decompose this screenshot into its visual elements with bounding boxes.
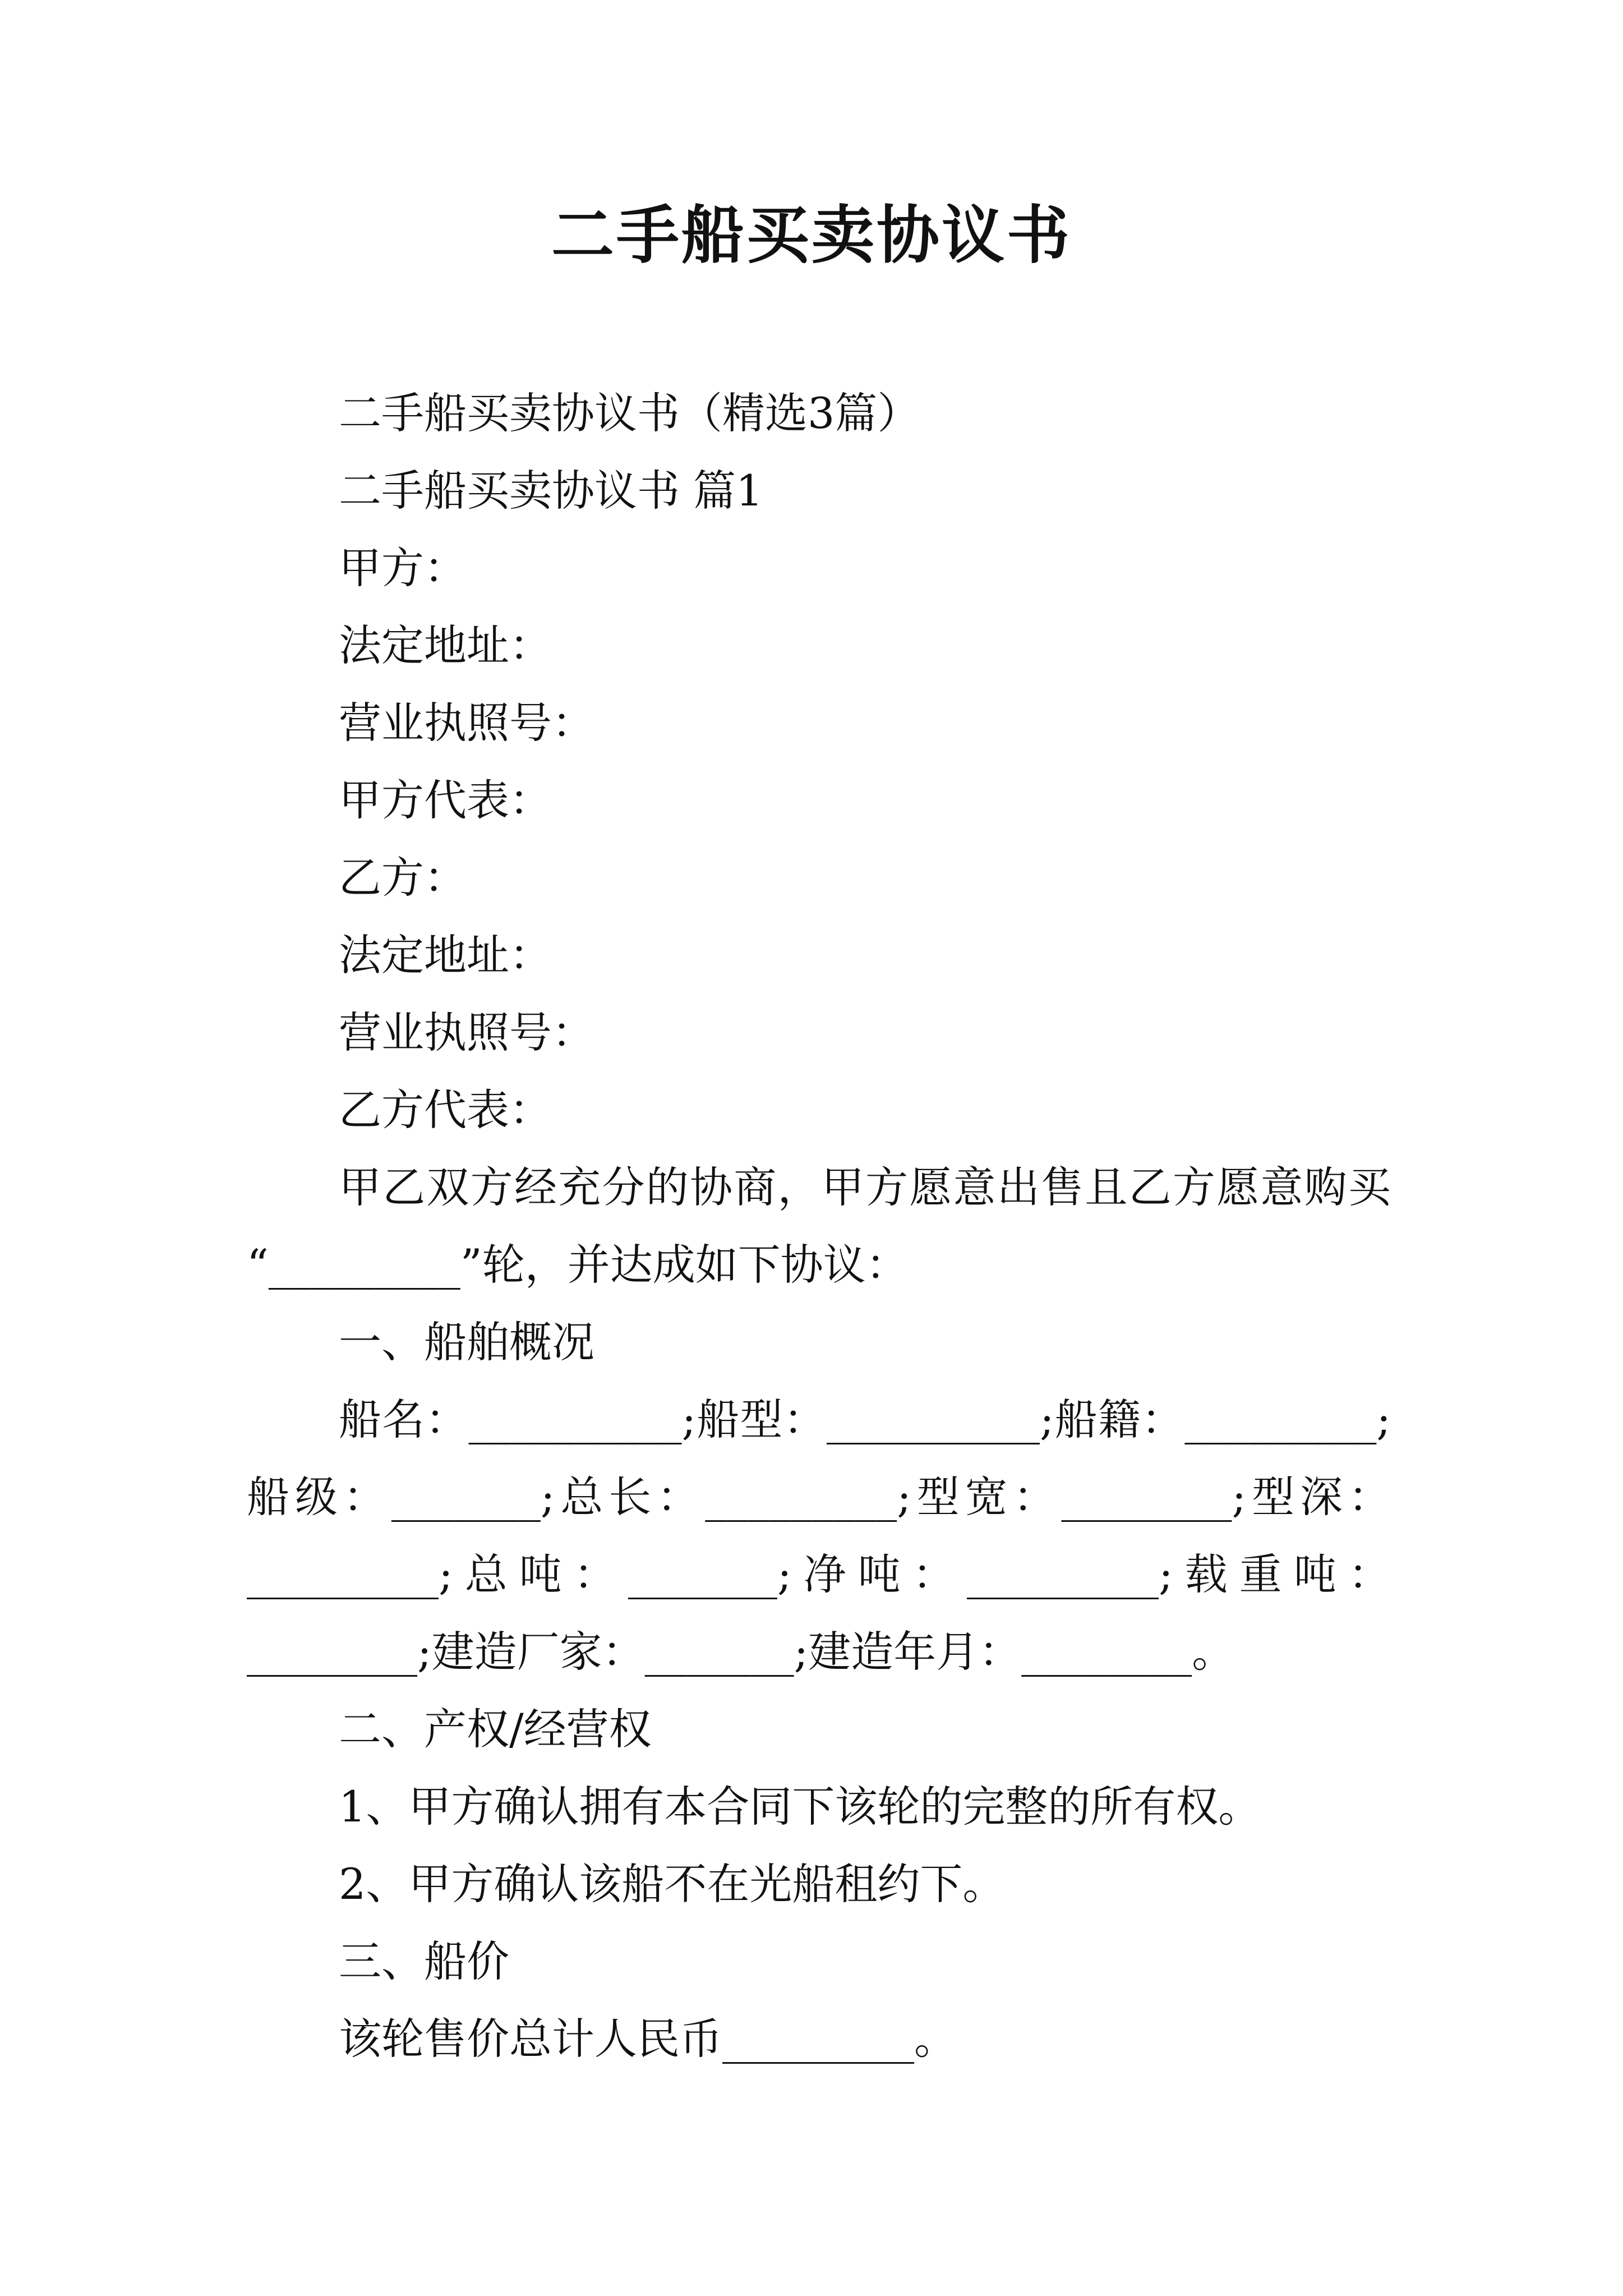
party-b-address-label: 法定地址： (339, 930, 552, 980)
agreement-paragraph-line-1: 甲乙双方经充分的协商，甲方愿意出售且乙方愿意购买 (339, 1162, 1391, 1212)
section-ownership-heading: 二、产权/经营权 (339, 1704, 652, 1754)
section-price-heading: 三、船价 (339, 1936, 509, 1986)
ship-details-line-3: _________;总吨：_______;净吨：_________;载重吨： (247, 1549, 1391, 1599)
agreement-paragraph-line-2: “_________”轮，并达成如下协议： (247, 1240, 909, 1290)
price-clause: 该轮售价总计人民币_________。 (339, 2014, 957, 2064)
party-b-label: 乙方： (339, 853, 467, 903)
party-b-representative-label: 乙方代表： (339, 1085, 552, 1135)
document-title: 二手船买卖协议书 (551, 199, 1072, 272)
section-heading-1: 二手船买卖协议书 篇1 (339, 466, 763, 516)
ship-details-line-1: 船名：__________;船型：__________;船籍：_________; (339, 1395, 1391, 1444)
ownership-clause-1: 1、甲方确认拥有本合同下该轮的完整的所有权。 (339, 1782, 1261, 1832)
ownership-clause-2: 2、甲方确认该船不在光船租约下。 (339, 1859, 1006, 1909)
party-a-representative-label: 甲方代表： (339, 775, 552, 825)
party-a-address-label: 法定地址： (339, 620, 552, 670)
subtitle-line: 二手船买卖协议书（精选3篇） (339, 388, 920, 438)
party-a-license-label: 营业执照号： (339, 698, 594, 748)
section-ship-overview-heading: 一、船舶概况 (339, 1317, 594, 1367)
party-a-label: 甲方： (339, 543, 467, 593)
ship-details-line-4: ________;建造厂家：_______;建造年月：________。 (247, 1627, 1235, 1677)
document-body (247, 375, 1391, 2078)
ship-details-line-2: 船级：_______;总长：_________;型宽：________;型深： (247, 1472, 1391, 1522)
party-b-license-label: 营业执照号： (339, 1007, 594, 1057)
